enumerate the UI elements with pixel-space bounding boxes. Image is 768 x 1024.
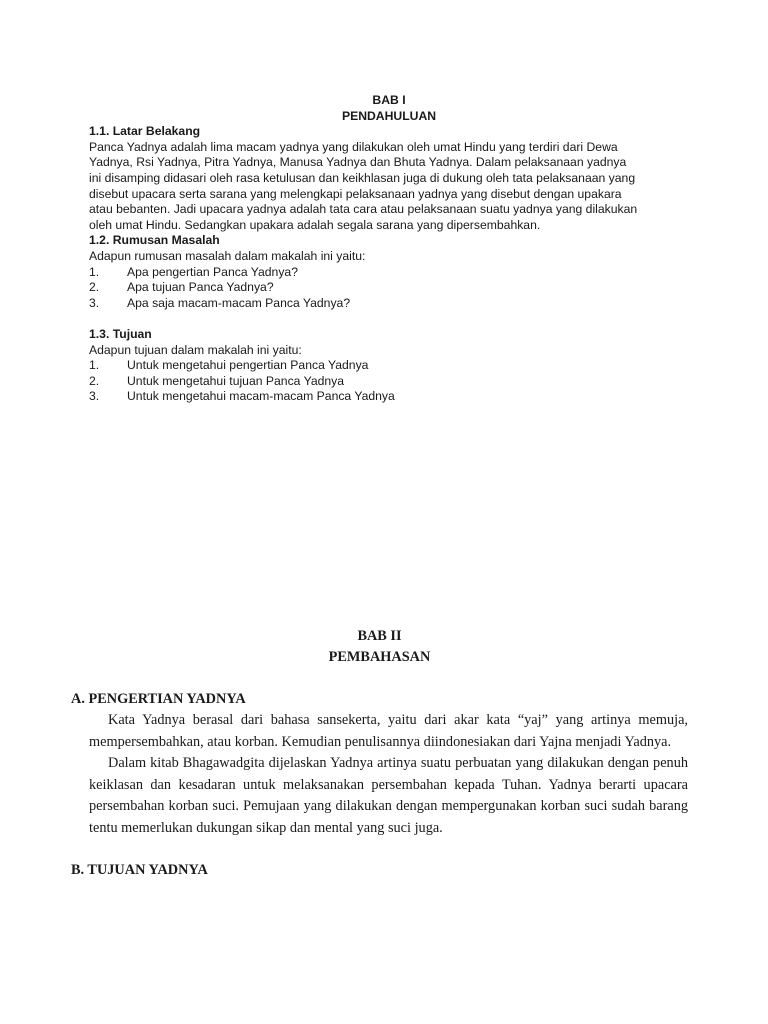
rumusan-heading: 1.2. Rumusan Masalah: [89, 233, 220, 248]
latar-line: disebut upacara serta sarana yang melengkapi pelaksanaan yadnya yang disebut dengan upakara: [89, 186, 622, 201]
list-text: Untuk mengetahui tujuan Panca Yadnya: [127, 373, 345, 388]
list-number: 2.: [89, 280, 100, 295]
section-a-paragraph-2: Dalam kitab Bhagawadgita dijelaskan Yadnya artinya suatu perbuatan yang dilakukan dengan penuh keiklasan dan kesadaran untuk melaksanakan persembahan kepada Tuhan. Yadnya berarti upacara persembahan korban suci. Pemujaan yang dilakukan dengan mempergunakan korban suci sudah barang tentu memerlukan dukungan sikap dan mental yang suci juga.: [89, 755, 688, 836]
list-item: [89, 296, 689, 312]
section-b-heading: B. TUJUAN YADNYA: [71, 862, 208, 878]
spacer: [71, 668, 688, 689]
list-number: 1.: [89, 358, 100, 373]
bab2-section: [71, 626, 688, 881]
spacer: [89, 311, 689, 327]
list-item: [89, 280, 689, 296]
latar-line: atau bebanten. Jadi upacara yadnya adalah tata cara atau pelaksanaan suatu yadnya yang dilakukan: [89, 202, 638, 217]
list-text: Untuk mengetahui pengertian Panca Yadnya: [127, 358, 369, 373]
tujuan-heading: 1.3. Tujuan: [89, 326, 152, 341]
list-text: Apa tujuan Panca Yadnya?: [127, 280, 274, 295]
spacer: [71, 839, 688, 860]
latar-line: oleh umat Hindu. Sedangkan upakara adalah segala sarana yang dipersembahkan.: [89, 217, 541, 232]
list-number: 3.: [89, 389, 100, 404]
section-a-paragraph-1: Kata Yadnya berasal dari bahasa sansekerta, yaitu dari akar kata “yaj” yang artinya memuja, mempersembahkan, atau korban. Kemudian penulisannya diindonesiakan dari Yajna menjadi Yadnya.: [89, 712, 688, 750]
latar-line: ini disamping didasari oleh rasa ketulusan dan keikhlasan juga di dukung oleh tata pelaksanaan yang: [89, 170, 636, 185]
bab1-section: [89, 93, 689, 405]
bab1-subtitle: PENDAHULUAN: [341, 108, 437, 123]
list-number: 2.: [89, 373, 100, 388]
latar-line: Yadnya, Rsi Yadnya, Pitra Yadnya, Manusa Yadnya dan Bhuta Yadnya. Dalam pelaksanaan yadnya: [89, 155, 627, 170]
tujuan-intro: Adapun tujuan dalam makalah ini yaitu:: [89, 342, 302, 357]
bab2-title: BAB II: [357, 628, 402, 644]
latar-line: Panca Yadnya adalah lima macam yadnya yang dilakukan oleh umat Hindu yang terdiri dari Dewa: [89, 139, 618, 154]
list-item: [89, 358, 689, 374]
list-item: [89, 374, 689, 390]
list-text: Apa pengertian Panca Yadnya?: [127, 264, 298, 279]
list-item: [89, 265, 689, 281]
rumusan-intro: Adapun rumusan masalah dalam makalah ini yaitu:: [89, 248, 366, 263]
latar-heading: 1.1. Latar Belakang: [89, 124, 201, 139]
bab1-title: BAB I: [372, 93, 406, 107]
section-a-heading: A. PENGERTIAN YADNYA: [71, 691, 246, 707]
list-number: 3.: [89, 295, 100, 310]
list-text: Apa saja macam-macam Panca Yadnya?: [127, 295, 351, 310]
list-item: [89, 389, 689, 405]
bab2-subtitle: PEMBAHASAN: [328, 649, 431, 665]
list-text: Untuk mengetahui macam-macam Panca Yadnya: [127, 389, 395, 404]
list-number: 1.: [89, 264, 100, 279]
